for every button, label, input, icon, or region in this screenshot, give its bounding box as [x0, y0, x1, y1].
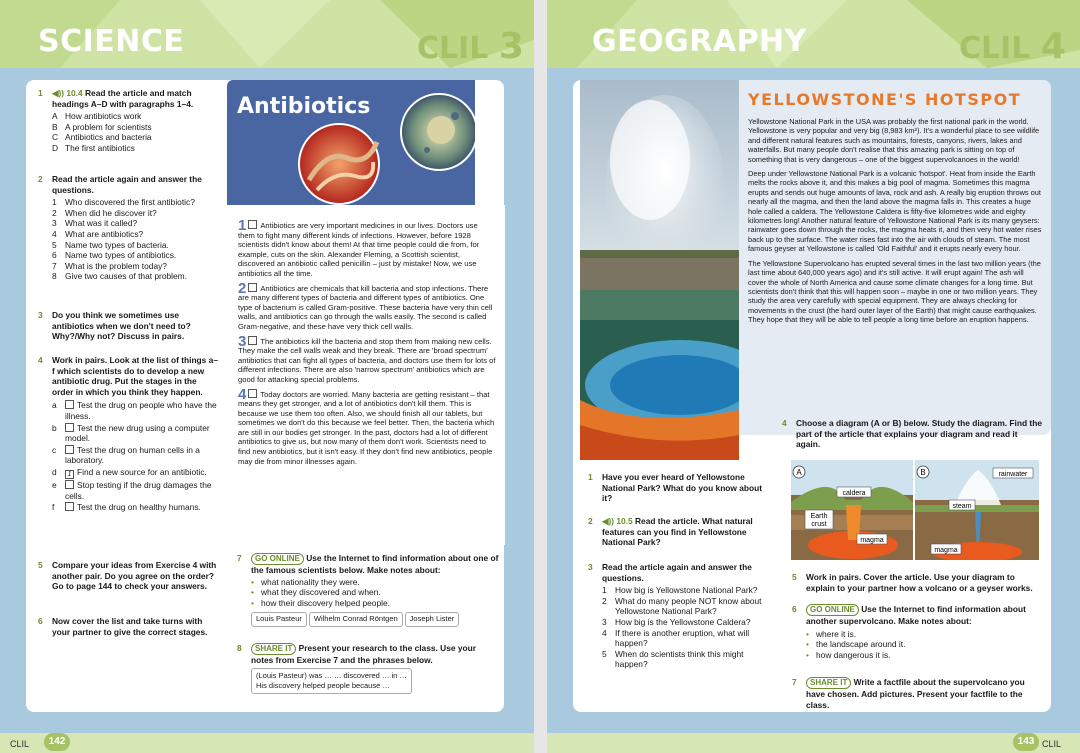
bullet-item: • how their discovery helped people. [251, 598, 499, 609]
exercise-question: Have you ever heard of Yellowstone National Park? What do you know about it? [602, 472, 763, 504]
paragraph: 3 The antibiotics kill the bacteria and stop them from making new cells. They make the cell walls weak and they break. There are 'broad spectrum' antibiotics that can fight all types of bacteria, and doctors use them for lots of different infections. There are also 'narrow spectrum' antibiotics which are good for attacking special problems. [238, 332, 496, 384]
bullet-item: • how dangerous it is. [806, 650, 1042, 661]
exercise-number: 5 [792, 572, 797, 582]
list-item: e Stop testing if the drug damages the cells. [52, 479, 212, 501]
list-item: f Test the drug on healthy humans. [52, 502, 201, 513]
clil-label: CLIL [417, 31, 489, 66]
paragraph: 4 Today doctors are worried. Many bacteria are getting resistant – that means they get stronger, and a lot of antibiotics don't kill them. This is because we use them too often. Also, we should finish all our tablets, but sometimes we don't do this because we feel better. Then, the bacteria which are still in our bodies get stronger. In the past, doctors had a lot of different antibiotics to give us, but now many of them don't work. Scientists need to find new antibiotics, but it isn't easy. If they don't find new antibiotics, people may die from minor illnesses again. [238, 385, 495, 466]
paragraph: Yellowstone National Park in the USA was probably the first national park in the world. Yellowstone is very popular and very big (8,983 km²). It's a wonderful place to see wildlife and different natural features such as mountains, forests, canyons, rivers, lakes and waterfalls. But many people don't realise that this amazing park is sitting on top of something that is very dangerous – one of the biggest supervolcanoes in the world! [748, 117, 1040, 164]
footer-bar [0, 733, 534, 753]
list-item: a Test the drug on people who have the illness. [52, 400, 217, 421]
audio-track: 10.5 [616, 516, 633, 526]
exercise-question: Read the article again and answer the questions. [602, 562, 752, 583]
audio-icon[interactable]: ◀)) [602, 516, 617, 526]
exercise-3 [588, 562, 773, 670]
exercise-question: Read the article again and answer the questions. [52, 174, 202, 195]
bullet-item: • what they discovered and when. [251, 587, 499, 598]
exercise-question: Use the Internet to find information about one of the famous scientists below. Make notes about: [251, 553, 499, 575]
exercise-7 [237, 553, 499, 627]
exercise-question: Read the article and match headings A–D with paragraphs 1–4. [52, 88, 194, 109]
exercise-question: Present your research to the class. Use your notes from Exercise 7 and the phrases below. [251, 643, 477, 665]
list-item: 8 Give two causes of that problem. [52, 271, 187, 282]
list-item: A How antibiotics work [52, 111, 142, 122]
list-item: B A problem for scientists [52, 121, 152, 132]
clil-label: CLIL [959, 31, 1031, 66]
name-box: Wilhelm Conrad Röntgen [309, 612, 403, 627]
hot-spring-photo [580, 290, 739, 460]
answer-box[interactable] [65, 502, 74, 511]
exercise-question: Choose a diagram (A or B) below. Study the diagram. Find the part of the article that explains your diagram and read it again. [796, 418, 1042, 450]
geyser-photo [580, 80, 739, 290]
exercise-number: 6 [792, 604, 797, 614]
page-number: 142 [44, 733, 70, 751]
clil-title [959, 26, 1066, 67]
clil-number: 4 [1040, 26, 1066, 67]
exercise-7 [792, 677, 1044, 710]
answer-box[interactable]: 1 [65, 470, 74, 479]
subject-title: SCIENCE [38, 24, 185, 59]
exercise-question: Now cover the list and take turns with your partner to give the correct stages. [52, 616, 208, 637]
article-body [238, 217, 496, 466]
list-item: 5 When do scientists think this might happen? [602, 648, 744, 670]
go-online-tag: GO ONLINE [251, 553, 304, 565]
heading-answer-box[interactable] [248, 389, 257, 398]
list-item: 7 What is the problem today? [52, 260, 167, 271]
heading-answer-box[interactable] [248, 220, 257, 229]
left-page [0, 0, 534, 753]
footer-label: CLIL [1042, 739, 1062, 749]
answer-box[interactable] [65, 400, 74, 409]
list-item: 2 When did he discover it? [52, 207, 157, 218]
paragraph: Deep under Yellowstone National Park is a volcanic 'hotspot'. Heat from inside the Earth melts the rocks above it, and this makes a big pool of magma. Sometimes this magma erupts and sends out huge amounts of lava, rock and ash. A really big eruption throws out nearly all the magma, and then the land above the magma falls in. This creates a huge hole called a caldera. The Yellowstone Caldera is fifty-five kilometres wide and eighty kilometres long! Another natural feature of Yellowstone National Park is its many geysers: rainwater goes down through the rocks, the magma heats it, and then very hot water rises back up to the surface. The water rises fast into the air with clouds of steam. The most famous geyser at Yellowstone is called 'Old Faithful' and it erupts nearly every hour. [748, 169, 1042, 254]
bacteria-illustration [227, 80, 475, 205]
list-item: 3 What was it called? [52, 218, 138, 229]
exercise-1 [38, 88, 218, 154]
exercise-6 [38, 616, 218, 637]
diagram-letter: B [920, 468, 926, 477]
exercise-number: 3 [588, 562, 593, 572]
list-item: C Antibiotics and bacteria [52, 132, 152, 143]
diagram-letter: A [796, 468, 802, 477]
list-item: 1 Who discovered the first antibiotic? [52, 197, 195, 208]
exercise-question: Compare your ideas from Exercise 4 with another pair. Do you agree on the order? Go to page 144 to check your answers. [52, 560, 217, 592]
share-it-tag: SHARE IT [251, 643, 296, 655]
bullet-item: • where it is. [806, 629, 1042, 640]
exercise-2 [38, 174, 218, 282]
footer-label: CLIL [10, 739, 30, 749]
answer-box[interactable] [65, 445, 74, 454]
phrase-box: (Louis Pasteur) was … … discovered … in … His discovery helped people because … [251, 668, 412, 694]
heading-answer-box[interactable] [248, 283, 257, 292]
bullet-item: • the landscape around it. [806, 639, 1042, 650]
list-item: 1 How big is Yellowstone National Park? [602, 585, 758, 596]
diagram-label: steam [952, 503, 972, 510]
list-item: 4 If there is another eruption, what will happen? [602, 627, 750, 649]
exercise-question: Write a factfile about the supervolcano you have chosen. Add pictures. Present your factfile to the class. [806, 677, 1025, 710]
list-item: c Test the drug on human cells in a laboratory. [52, 444, 200, 466]
exercise-1 [588, 472, 768, 504]
paragraph: 1 Antibiotics are very important medicines in our lives. Doctors use them to fight many different kinds of infections. However, before 1928 scientists didn't know about them! At that time people could die from, for example, cuts on the skin. Alexander Fleming, a Scottish scientist, discovered an antibiotic called penicillin – just by mistake! Now, we use antibiotics all the time. [238, 217, 480, 278]
exercise-question: Use the Internet to find information about another supervolcano. Make notes about: [806, 604, 1026, 626]
answer-box[interactable] [65, 480, 74, 489]
go-online-tag: GO ONLINE [806, 604, 859, 616]
page-number: 143 [1013, 733, 1039, 751]
exercise-question: Work in pairs. Cover the article. Use your diagram to explain to your partner how a volcano or a geyser works. [806, 572, 1033, 593]
article-header [227, 80, 475, 205]
list-item: 4 What are antibiotics? [52, 228, 144, 239]
exercise-2 [588, 516, 768, 548]
diagram-label: magma [860, 537, 884, 544]
exercise-5 [792, 572, 1042, 593]
list-item: 6 Name two types of antibiotics. [52, 250, 177, 261]
exercise-number: 6 [38, 616, 43, 626]
exercise-number: 7 [237, 553, 242, 563]
geyser-diagram [915, 460, 1039, 560]
paragraph: The Yellowstone Supervolcano has erupted several times in the last two million years (the last time about 640,000 years ago) and it's still active. It will erupt again! The ash will cover the whole of North America and cause some climate changes for a long time. But scientists don't think that this will happen soon – maybe in one or two million years. They study the area very carefully with special equipment. They are always checking for movements in the crust (the hard outer layer of the Earth) that might cause earthquakes. They hope that they will be able to tell people a long time before an eruption happens. [748, 258, 1041, 325]
share-it-tag: SHARE IT [806, 677, 851, 689]
list-item: b Test the new drug using a computer model. [52, 422, 210, 444]
exercise-number: 4 [782, 418, 787, 428]
exercise-question: Do you think we sometimes use antibiotics when we don't need to? Why?/Why not? Discuss in pairs. [52, 310, 191, 342]
exercise-number: 8 [237, 643, 242, 653]
diagram-label: magma [934, 547, 958, 554]
name-box: Joseph Lister [405, 612, 460, 627]
book-gutter [534, 0, 547, 753]
exercise-4 [38, 355, 218, 513]
exercise-number: 2 [38, 174, 43, 184]
exercise-number: 2 [588, 516, 593, 526]
audio-track: 10.4 [66, 88, 83, 98]
list-item: 3 How big is the Yellowstone Caldera? [602, 616, 751, 627]
bullet-item: • what nationality they were. [251, 577, 499, 588]
footer-bar [547, 733, 1080, 753]
paragraph: 2 Antibiotics are chemicals that kill bacteria and stop infections. There are many different types of bacteria and different types of antibiotics. One type of bacterium is called Gram-positive. These bacteria have very thin cell walls, and antibiotics can go through the walls easily. The second is called Gram-negative, and these have very thick cell walls. [238, 279, 493, 331]
diagram-label: caldera [842, 490, 866, 497]
exercise-number: 7 [792, 677, 797, 687]
diagram-label: Earth [810, 513, 828, 520]
exercise-number: 1 [588, 472, 593, 482]
list-item: d 1 Find a new source for an antibiotic. [52, 466, 207, 478]
diagram-label: rainwater [998, 471, 1028, 478]
exercise-number: 1 [38, 88, 43, 98]
exercise-4 [782, 418, 1044, 450]
clil-number: 3 [498, 26, 524, 67]
exercise-6 [792, 604, 1042, 660]
scientist-names [251, 612, 499, 627]
name-box: Louis Pasteur [251, 612, 307, 627]
audio-icon[interactable]: ◀)) [52, 88, 67, 98]
article-title: YELLOWSTONE'S HOTSPOT [748, 90, 1022, 109]
exercise-question: Work in pairs. Look at the list of things a–f which scientists do to develop a new antibiotic drug. Put the stages in the order in which you think they happen. [52, 355, 218, 397]
answer-box[interactable] [65, 423, 74, 432]
exercise-8 [237, 643, 499, 694]
exercise-number: 3 [38, 310, 43, 320]
exercise-question: Read the article. What natural features can you find in Yellowstone National Park? [602, 516, 753, 548]
article-title: Antibiotics [237, 94, 371, 119]
volcano-diagram [791, 460, 913, 560]
heading-answer-box[interactable] [248, 336, 257, 345]
exercise-number: 5 [38, 560, 43, 570]
exercise-5 [38, 560, 218, 592]
subject-title: GEOGRAPHY [592, 24, 807, 59]
clil-title [417, 26, 524, 67]
exercise-3 [38, 310, 218, 342]
list-item: 2 What do many people NOT know about Yellowstone National Park? [602, 595, 762, 617]
list-item: 5 Name two types of bacteria. [52, 239, 169, 250]
list-item: D The first antibiotics [52, 142, 135, 153]
exercise-number: 4 [38, 355, 43, 365]
article-body [748, 117, 1043, 330]
diagram-label: crust [811, 521, 827, 528]
